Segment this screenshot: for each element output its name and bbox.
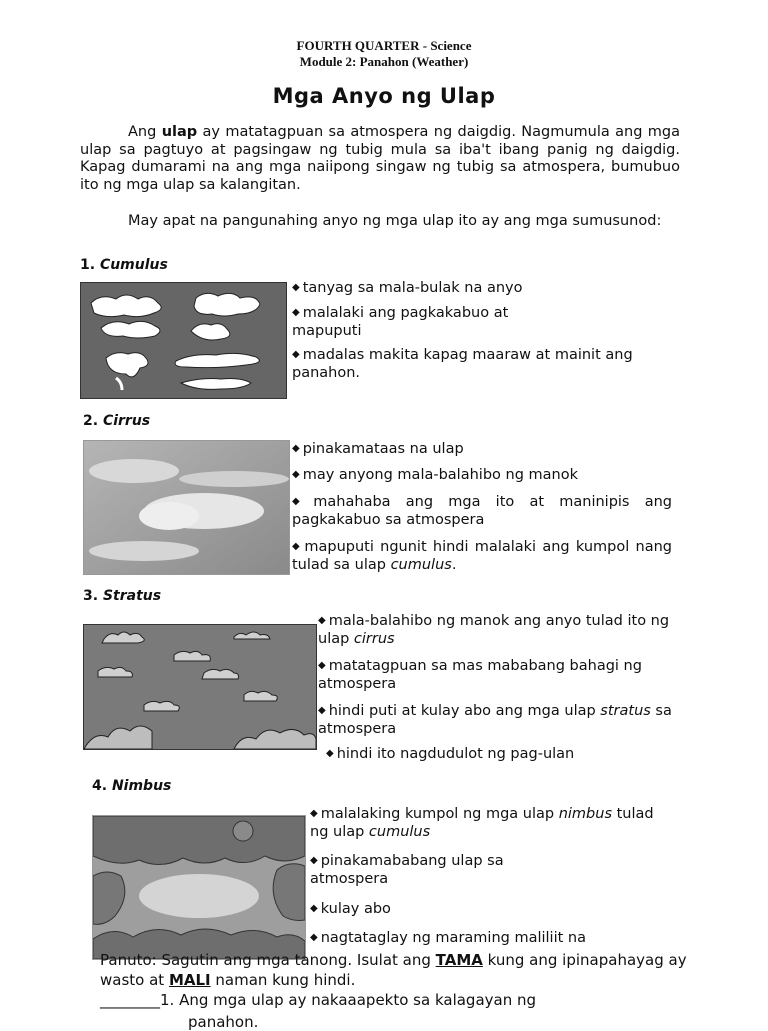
stratus-bullet-1: ◆ mala-balahibo ng manok ang anyo tulad ito ng ulap cirrus [318,613,670,647]
cumulus-bullet-3: ◆ madalas makita kapag maaraw at mainit ang panahon. [292,347,633,381]
cirrus-bullet-4: ◆ mapuputi ngunit hindi malalaki ang kumpol nang tulad sa ulap cumulus. [292,539,672,573]
nimbus-bullet-2: ◆ pinakamababang ulap sa atmospera [310,853,504,887]
cumulus-bullet-1: ◆ tanyag sa mala-bulak na anyo [292,280,523,296]
page-title: Mga Anyo ng Ulap [272,84,496,108]
stratus-bullet-4: ◆ hindi ito nagdudulot ng pag-ulan [326,746,575,762]
header-quarter: FOURTH QUARTER - Science [296,38,472,53]
instructions-text: Panuto: Sagutin ang mga tanong. Isulat ang TAMA kung ang ipinapahayag ay wasto at MALI naman kung hindi. [100,951,687,989]
section-stratus-heading: 3. Stratus [83,588,162,604]
header-module: Module 2: Panahon (Weather) [299,54,469,69]
stratus-illustration [83,624,317,750]
stratus-bullet-2: ◆ matatagpuan sa mas mababang bahagi ng atmospera [318,658,642,692]
question-1: ________1. Ang mga ulap ay nakaaapekto sa kalagayan ng [100,991,537,1009]
nimbus-bullet-3: ◆ kulay abo [310,901,391,917]
cirrus-bullet-3: ◆ mahahaba ang mga ito at maninipis ang pagkakabuo sa atmospera [292,494,672,528]
nimbus-illustration [92,815,306,960]
question-1-continuation: panahon. [188,1013,259,1031]
intro-paragraph-1: Ang ulap ay matatagpuan sa atmospera ng daigdig. Nagmumula ang mga ulap sa pagtuyo at pagsingaw ng tubig mula sa iba't ibang panig ng daigdig. Kapag dumarami na ang mga naiipong singaw ng tubig sa atmospera, bumubuo ito ng mga ulap sa kalangitan. [80,124,680,193]
cumulus-bullet-2: ◆ malalaki ang pagkakabuo at mapuputi [292,305,509,339]
cirrus-illustration [83,440,290,575]
intro-paragraph-2: May apat na pangunahing anyo ng mga ulap ito ay ang mga sumusunod: [128,213,662,229]
cirrus-bullet-1: ◆ pinakamataas na ulap [292,441,464,457]
nimbus-bullet-1: ◆ malalaking kumpol ng mga ulap nimbus tulad ng ulap cumulus [310,806,654,840]
cirrus-bullet-2: ◆ may anyong mala-balahibo ng manok [292,467,578,483]
section-cumulus-heading: 1. Cumulus [80,257,168,273]
answer-blank-1[interactable]: ________ [100,991,160,1009]
section-nimbus-heading: 4. Nimbus [92,778,172,794]
cumulus-illustration [80,282,287,399]
section-cirrus-heading: 2. Cirrus [83,413,151,429]
nimbus-bullet-4: ◆ nagtataglay ng maraming maliliit na [310,930,586,946]
stratus-bullet-3: ◆ hindi puti at kulay abo ang mga ulap stratus sa atmospera [318,703,672,737]
